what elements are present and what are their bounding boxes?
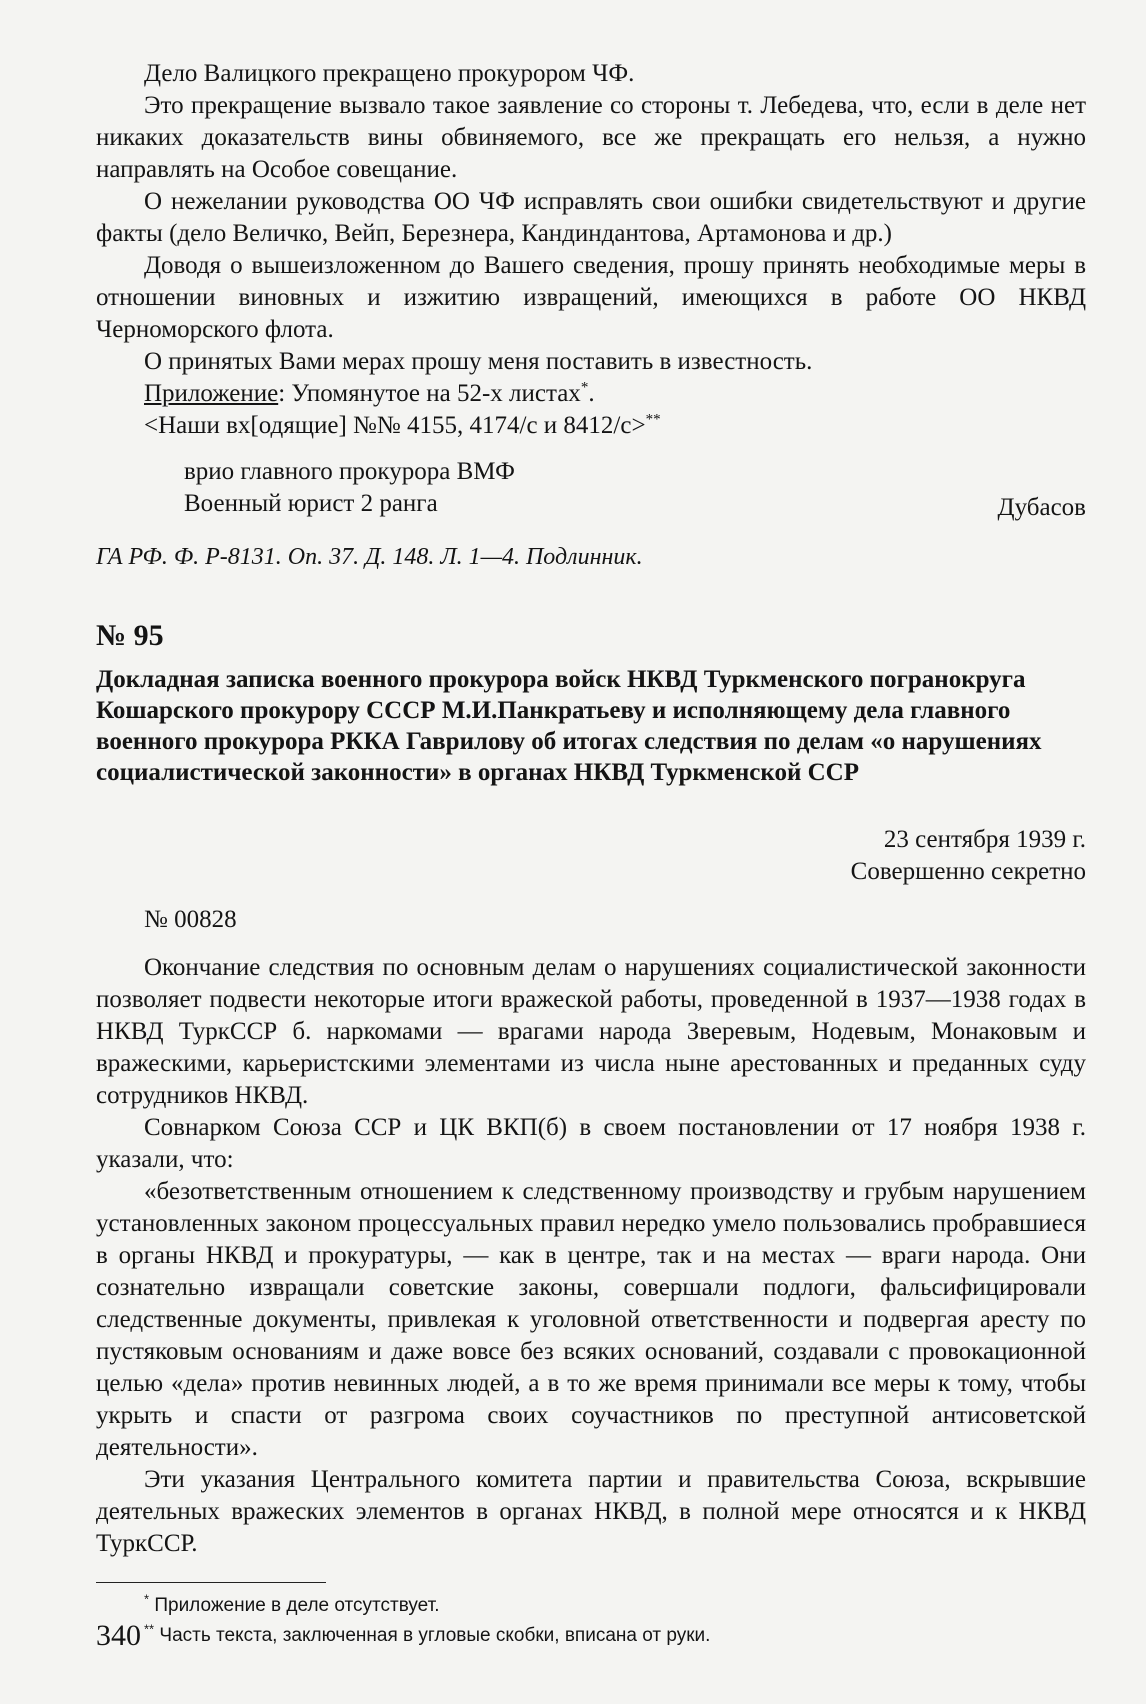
page-content (96, 58, 1086, 1651)
paragraph: Совнарком Союза ССР и ЦК ВКП(б) в своем постановлении от 17 ноября 1938 г. указали, что: (96, 1114, 1086, 1173)
footnote-marker: * (580, 379, 589, 396)
document-title: Докладная записка военного прокурора войск НКВД Туркменского погранокруга Кошарского прокурору СССР М.И.Панкратьеву и исполняющему дела главного военного прокурора РККА Гаврилову об итогах следствия по делам «о нарушениях социалистической законности» в органах НКВД Туркменской ССР (96, 666, 1042, 786)
footnote-marker: ** (645, 411, 661, 428)
page-number: 340 (96, 1619, 141, 1652)
attachment-line: Приложение: Упомянутое на 52-х листах*. (144, 379, 595, 407)
incoming-text: <Наши вх[одящие] №№ 4155, 4174/с и 8412/с> (144, 412, 646, 439)
document-meta (96, 824, 1086, 888)
paragraph: О принятых Вами мерах прошу меня поставить в известность. (144, 348, 813, 375)
document-classification: Совершенно секретно (850, 858, 1086, 885)
attachment-text: : Упомянутое на 52-х листах (278, 380, 581, 407)
footnote-text: Приложение в деле отсутствует. (154, 1595, 440, 1616)
signer-position: врио главного прокурора ВМФ (184, 458, 515, 485)
document-95 (96, 618, 1086, 1560)
footnote (96, 1621, 1086, 1651)
footnote-divider (96, 1582, 326, 1583)
footnote (96, 1591, 1086, 1621)
quoted-paragraph: «безответственным отношением к следственному производству и грубым нарушением установленных законом процессуальных правил нередко умело пользовались пробравшиеся в органы НКВД и прокуратуры, — как в центре, так и на местах — враги народа. Они сознательно извращали советские законы, совершали подлоги, фальсифицировали следственные документы, привлекая к уголовной ответственности и подвергая аресту по пустяковым основаниям и даже вовсе без всяких оснований, создавали с провокационной целью «дела» против невинных людей, а в то же время принимали все меры к тому, чтобы укрыть и спасти от разгрома своих соучастников по преступной антисоветской деятельности». (96, 1178, 1086, 1461)
previous-document-ending (96, 58, 1086, 572)
signer-name: Дубасов (997, 494, 1086, 521)
incoming-numbers-line (96, 410, 1086, 442)
footnote-mark: * (144, 1591, 150, 1607)
paragraph: Доводя о вышеизложенном до Вашего сведения, прошу принять необходимые меры в отношении виновных и изжитию извращений, имеющихся в работе ОО НКВД Черноморского флота. (96, 252, 1086, 343)
archive-reference: ГА РФ. Ф. Р-8131. Оп. 37. Д. 148. Л. 1—4. Подлинник. (96, 544, 643, 570)
attachment-label: Приложение (144, 380, 279, 407)
paragraph: Это прекращение вызвало такое заявление со стороны т. Лебедева, что, если в деле нет никаких доказательств вины обвиняемого, все же прекращать его нельзя, а нужно направлять на Особое совещание. (96, 92, 1086, 183)
footnote-mark: ** (144, 1621, 155, 1637)
document-date: 23 сентября 1939 г. (883, 826, 1086, 853)
footnote-text: Часть текста, заключенная в угловые скобки, вписана от руки. (159, 1625, 711, 1646)
signer-rank: Военный юрист 2 ранга (184, 490, 438, 517)
document-number: № 95 (96, 619, 164, 652)
paragraph: О нежелании руководства ОО ЧФ исправлять свои ошибки свидетельствуют и другие факты (дело Величко, Вейп, Березнера, Кандиндантова, Артамонова и др.) (96, 188, 1086, 247)
outgoing-number: № 00828 (144, 906, 237, 933)
paragraph: Окончание следствия по основным делам о нарушениях социалистической законности позволяет подвести некоторые итоги вражеской работы, проведенной в 1937—1938 годах в НКВД ТуркССР б. наркомами — врагами народа Зверевым, Нодевым, Монаковым и вражескими, карьеристскими элементами из числа ныне арестованных и преданных суду сотрудников НКВД. (96, 954, 1086, 1109)
paragraph: Дело Валицкого прекращено прокурором ЧФ. (144, 60, 635, 87)
paragraph: Эти указания Центрального комитета партии и правительства Союза, вскрывшие деятельных вражеских элементов в органах НКВД, в полной мере относятся и к НКВД ТуркССР. (96, 1466, 1086, 1557)
signature-block (96, 456, 1086, 520)
